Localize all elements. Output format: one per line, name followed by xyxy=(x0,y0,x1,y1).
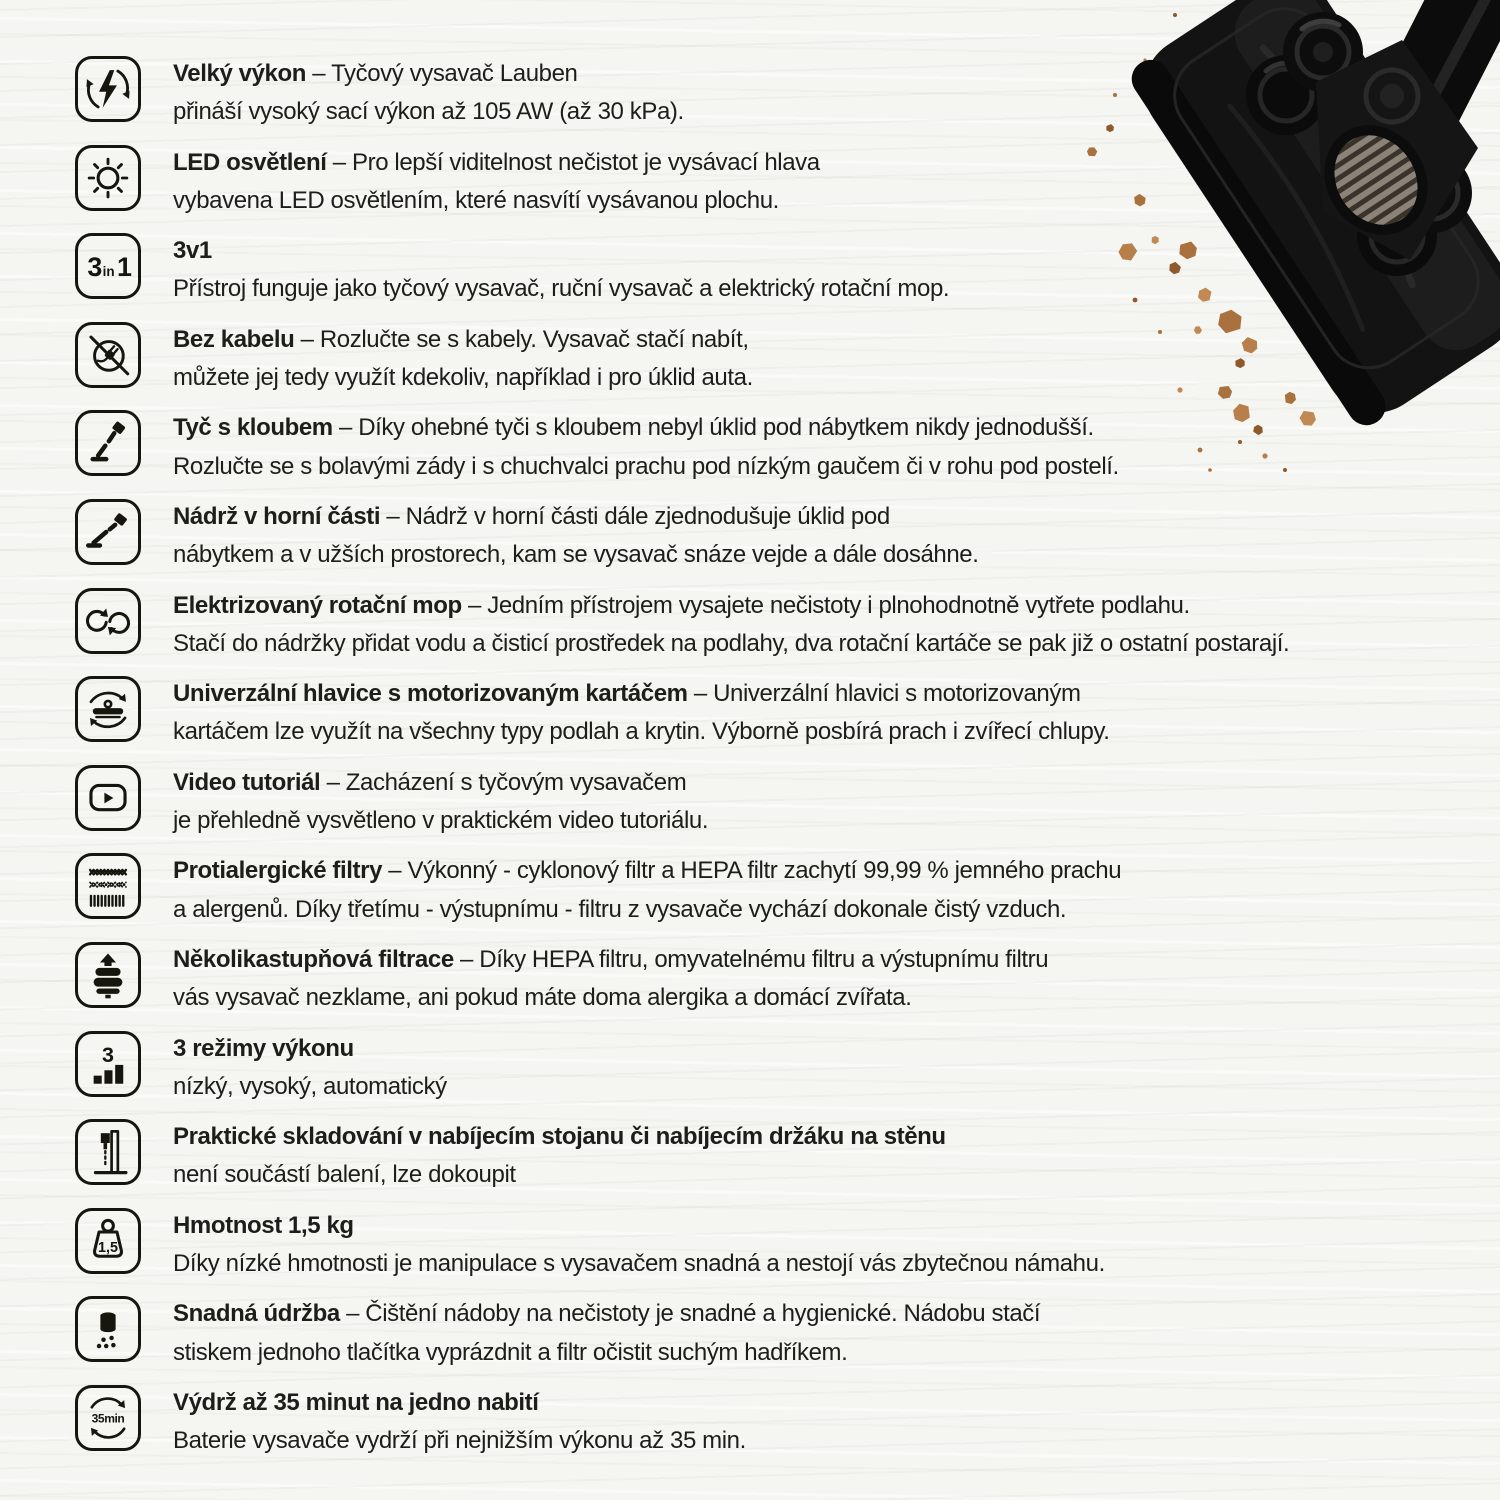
feature-text-line2: nábytkem a v užších prostorech, kam se vysavač snáze vejde a dále dosáhne. xyxy=(173,541,979,569)
feature-text-line2: Díky nízké hmotnosti je manipulace s vysavačem snadná a nestojí vás zbytečnou námahu. xyxy=(173,1250,1105,1278)
weight-icon xyxy=(75,1208,141,1274)
feature-item-video xyxy=(75,764,1495,841)
feature-title: Protialergické filtry xyxy=(173,857,383,885)
feature-text: – Tyčový vysavač Lauben xyxy=(306,60,578,87)
weight-value: 1,5 xyxy=(98,1239,118,1256)
feature-text-line2: stiskem jednoho tlačítka vyprázdnit a filtr očistit suchým hadříkem. xyxy=(173,1338,848,1366)
feature-item-universal-head xyxy=(75,675,1495,752)
feature-text-line2: Stačí do nádržky přidat vodu a čisticí prostředek na podlahy, dva rotační kartáče se pak již o ostatní postarají. xyxy=(173,629,1290,657)
feature-text: – Výkonný - cyklonový filtr a HEPA filtr zachytí 99,99 % jemného prachu xyxy=(382,857,1122,885)
feature-item-flex-tube xyxy=(75,409,1495,486)
feature-title: Elektrizovaný rotační mop xyxy=(173,591,462,619)
3in1-icon-text-3: 3 xyxy=(87,252,103,283)
feature-title: Praktické skladování v nabíjecím stojanu či nabíjecím držáku na stěnu xyxy=(173,1123,946,1151)
power-modes-number: 3 xyxy=(102,1042,114,1067)
feature-list xyxy=(75,55,1495,1473)
filters-icon xyxy=(75,853,141,919)
feature-title: LED osvětlení xyxy=(173,148,327,176)
feature-item-3in1 xyxy=(75,232,1495,309)
feature-text-line2: vás vysavač nezklame, ani pokud máte doma alergika a domácí zvířata. xyxy=(173,984,912,1012)
feature-item-power-modes xyxy=(75,1030,1495,1107)
feature-text-line2: je přehledně vysvětleno v praktickém video tutoriálu. xyxy=(173,807,709,835)
feature-title: Několikastupňová filtrace xyxy=(173,945,454,973)
feature-item-charging-stand xyxy=(75,1118,1495,1195)
3in1-icon xyxy=(75,233,141,299)
feature-item-led xyxy=(75,144,1495,221)
feature-text-line2: není součástí balení, lze dokoupit xyxy=(173,1161,516,1189)
top-tank-icon xyxy=(75,499,141,565)
3in1-icon-text-in: in xyxy=(102,264,115,280)
feature-text: – Pro lepší viditelnost nečistot je vysávací hlava xyxy=(326,148,820,176)
feature-item-filters xyxy=(75,852,1495,929)
feature-text: – Nádrž v horní části dále zjednodušuje úklid pod xyxy=(380,502,890,530)
feature-text-line2: Baterie vysavače vydrží při nejnižším výkonu až 35 min. xyxy=(173,1427,746,1455)
feature-text: – Jedním přístrojem vysajete nečistoty i plnohodnotně vytřete podlahu. xyxy=(461,591,1190,619)
feature-title: 3v1 xyxy=(173,237,212,265)
feature-text-line2: Rozlučte se s bolavými zády i s chuchvalci prachu pod nízkým gaučem či v rohu pod postelí. xyxy=(173,452,1119,480)
feature-item-easy-maintenance xyxy=(75,1295,1495,1372)
feature-item-weight xyxy=(75,1207,1495,1284)
led-light-icon xyxy=(75,145,141,211)
battery-runtime-icon xyxy=(75,1385,141,1451)
feature-text: – Čištění nádoby na nečistoty je snadné a hygienické. Nádobu stačí xyxy=(339,1300,1041,1328)
multistage-filter-icon xyxy=(75,942,141,1008)
rotary-mop-icon xyxy=(75,588,141,654)
feature-text-line2: můžete jej tedy využít kdekoliv, například i pro úklid auta. xyxy=(173,364,753,392)
feature-text: – Rozlučte se s kabely. Vysavač stačí nabít, xyxy=(294,325,749,353)
easy-maintenance-icon xyxy=(75,1296,141,1362)
feature-item-top-tank xyxy=(75,498,1495,575)
feature-item-multistage-filter xyxy=(75,941,1495,1018)
runtime-value: 35min xyxy=(91,1411,125,1426)
feature-text-line2: a alergenů. Díky třetímu - výstupnímu - filtru z vysavače vychází dokonale čistý vzduch. xyxy=(173,895,1067,923)
feature-text: – Díky HEPA filtru, omyvatelnému filtru a výstupnímu filtru xyxy=(453,945,1049,973)
feature-title: Video tutoriál xyxy=(173,768,321,796)
charging-stand-icon xyxy=(75,1119,141,1185)
feature-text: – Zacházení s tyčovým vysavačem xyxy=(320,768,687,796)
power-modes-icon xyxy=(75,1031,141,1097)
feature-text-line2: kartáčem lze využít na všechny typy podlah a krytin. Výborně posbírá prach i zvířecí chlupy. xyxy=(173,718,1110,746)
feature-title: Univerzální hlavice s motorizovaným kartáčem xyxy=(173,680,688,708)
feature-item-power xyxy=(75,55,1495,132)
feature-text-line2: přináší vysoký sací výkon až 105 AW (až 30 kPa). xyxy=(173,98,684,126)
feature-title: Hmotnost 1,5 kg xyxy=(173,1211,354,1239)
flex-tube-icon xyxy=(75,410,141,476)
feature-title: Snadná údržba xyxy=(173,1300,340,1328)
feature-title: Nádrž v horní části xyxy=(173,502,381,530)
feature-item-rotary-mop xyxy=(75,587,1495,664)
video-icon xyxy=(75,765,141,831)
feature-item-battery-runtime xyxy=(75,1384,1495,1461)
feature-title: Bez kabelu xyxy=(173,325,295,353)
feature-text-line2: Přístroj funguje jako tyčový vysavač, ruční vysavač a elektrický rotační mop. xyxy=(173,275,950,303)
feature-title: Velký výkon xyxy=(173,60,307,87)
3in1-icon-text-1: 1 xyxy=(116,252,132,283)
feature-text-line2: vybavena LED osvětlením, které nasvítí vysávanou plochu. xyxy=(173,186,779,214)
universal-head-icon xyxy=(75,676,141,742)
feature-text: – Univerzální hlavici s motorizovaným xyxy=(687,680,1081,708)
feature-title: Výdrž až 35 minut na jedno nabití xyxy=(173,1388,539,1416)
feature-title: Tyč s kloubem xyxy=(173,414,333,442)
feature-text-line2: nízký, vysoký, automatický xyxy=(173,1072,447,1100)
power-icon xyxy=(75,56,141,122)
no-cable-icon xyxy=(75,322,141,388)
feature-text: – Díky ohebné tyči s kloubem nebyl úklid pod nábytkem nikdy jednodušší. xyxy=(332,414,1094,442)
feature-title: 3 režimy výkonu xyxy=(173,1034,354,1062)
feature-item-cordless xyxy=(75,321,1495,398)
